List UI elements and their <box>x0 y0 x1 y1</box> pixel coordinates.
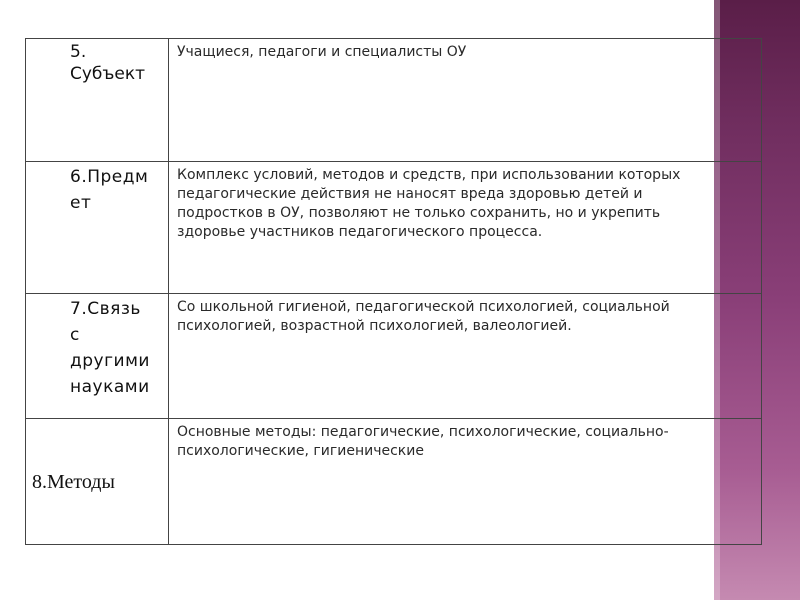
row-label: 6.Предм ет <box>70 167 149 214</box>
table-row-relations <box>26 294 762 418</box>
content-line: Со школьной гигиеной, педагогической психологией, социальной <box>177 299 670 316</box>
content-table <box>25 38 762 545</box>
content-line: здоровье участников педагогического процесса. <box>177 224 543 241</box>
content-line: педагогические действия не наносят вреда здоровью детей и <box>177 186 643 203</box>
content-line: психологические, гигиенические <box>177 442 424 459</box>
row-content-cell <box>169 39 762 162</box>
row-label: 5. Субъект <box>70 42 146 84</box>
content-line: Основные методы: педагогические, психологические, социально- <box>177 423 669 440</box>
content-line: психологией, возрастной психологией, валеологией. <box>177 318 572 335</box>
row-label-cell <box>26 418 169 544</box>
row-label: 8.Методы <box>32 470 115 493</box>
table-row-object <box>26 162 762 294</box>
content-line: подростков в ОУ, позволяют не только сохранить, но и укрепить <box>177 205 661 222</box>
row-content-cell <box>169 294 762 418</box>
row-label-cell <box>26 39 169 162</box>
table-row-methods <box>26 418 762 544</box>
table-row-subject <box>26 39 762 162</box>
row-label: 7.Связь с другими науками <box>70 299 150 398</box>
row-label-cell <box>26 162 169 294</box>
row-content-cell <box>169 418 762 544</box>
content-line: Учащиеся, педагоги и специалисты ОУ <box>177 44 467 60</box>
content-line: Комплекс условий, методов и средств, при использовании которых <box>177 167 681 184</box>
row-content-cell <box>169 162 762 294</box>
row-label-cell <box>26 294 169 418</box>
